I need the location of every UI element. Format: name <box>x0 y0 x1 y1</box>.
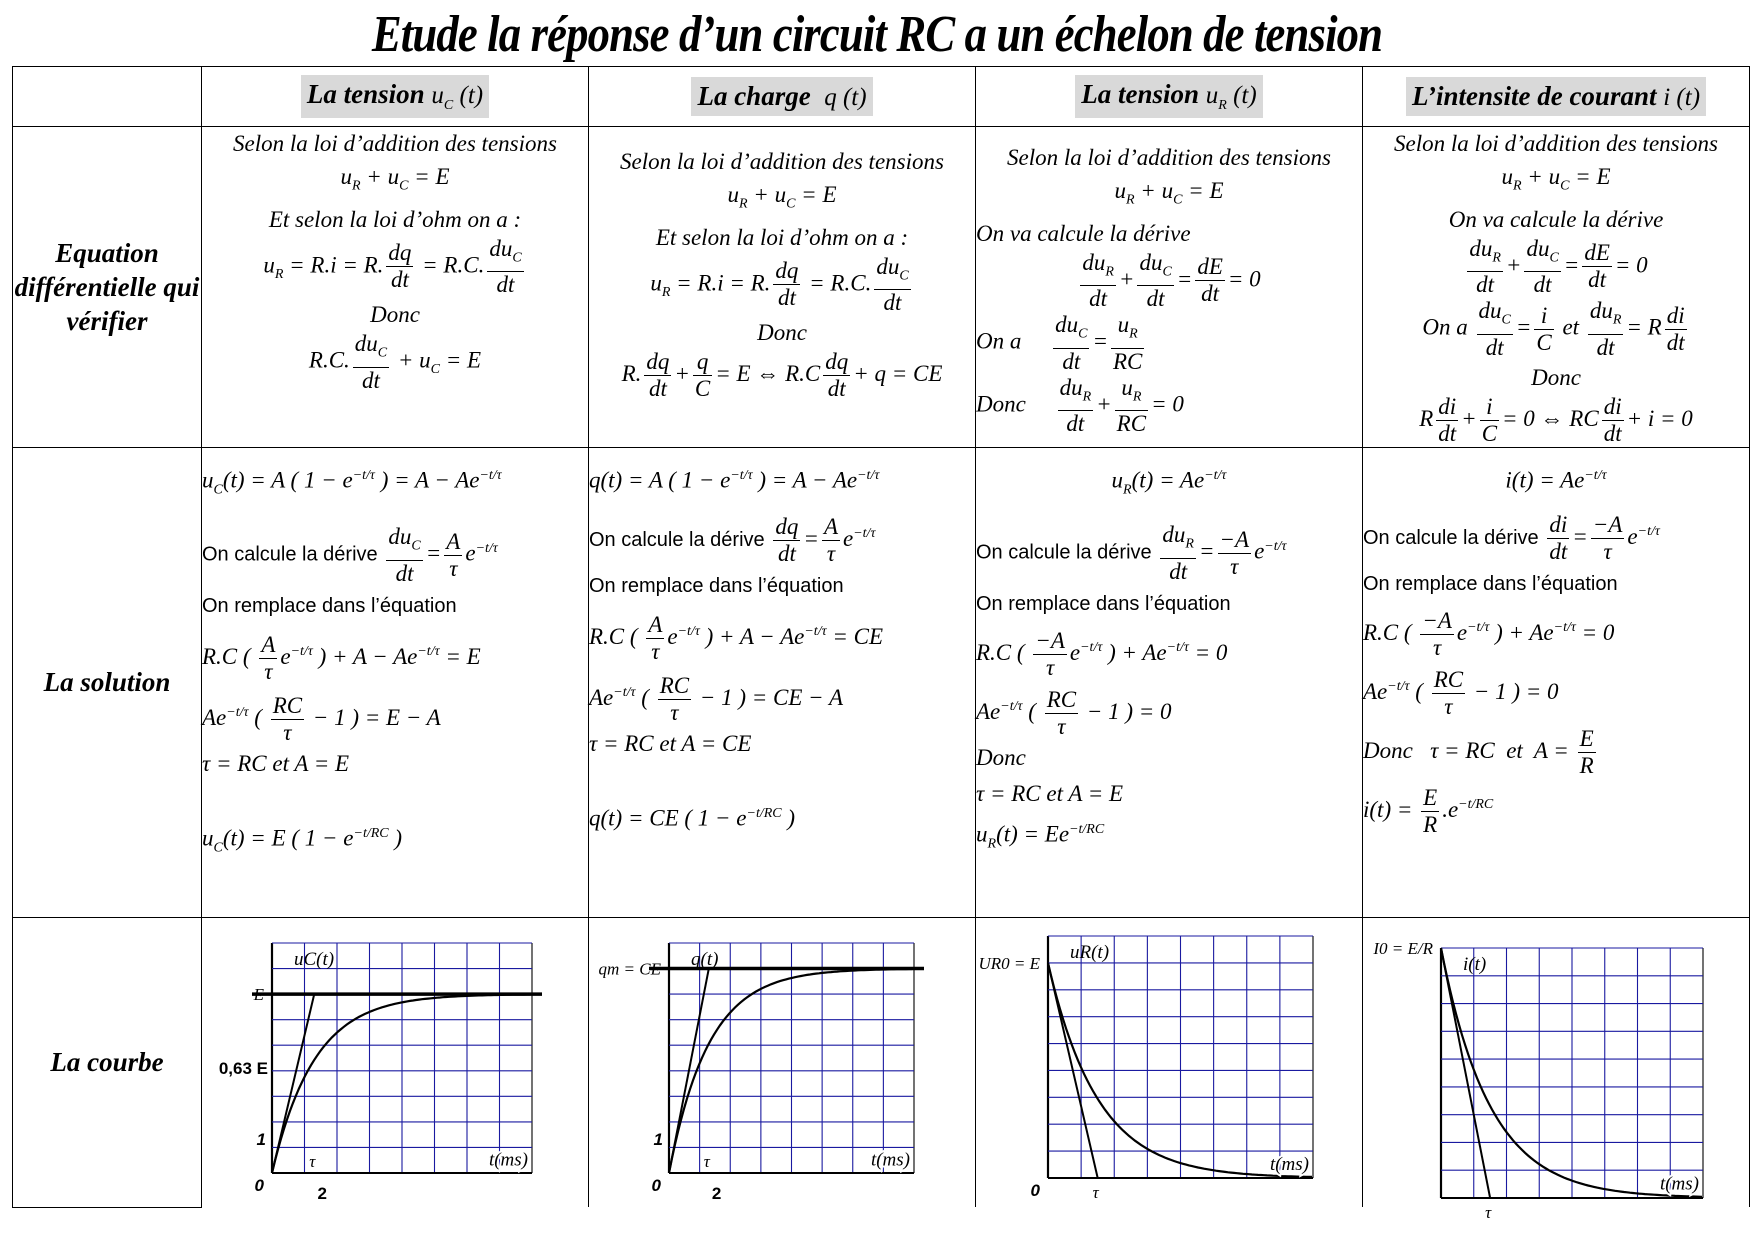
curve-ytop-label: UR0 = E <box>978 953 1040 973</box>
curve-origin-label: 0 <box>1030 1180 1040 1200</box>
header-ur: La tension $u_R$ (t) <box>976 67 1363 127</box>
solution-q: q(t) = A ( $1 - e^{-t/\tau}$ ) = $A - Ae^{-t/\tau}$ On calcule la dérive $\frac{dq}{dt}$ = $\frac{A}{\tau}$ $e^{-t/\tau}$ On remplace dans l’équation R.C ( $\frac{A}{\tau}$ $e^{-t/\tau}$ ) + $A - Ae^{-t/\tau}$ = CE $Ae^{-t/\tau}$ ( $\frac{RC}{\tau}$ − 1 ) = CE − A τ = RC et A = CE q(t) = CE ( $1 - e^{-t/RC}$ ) <box>589 447 976 917</box>
equation-q: Selon la loi d’addition des tensions $u_R + u_C = E$ Et selon la loi d’ohm on a : $u_R = R.i = R$. $\frac{dq}{dt}$ = R.C. $\frac{du_C}{dt}$ Donc R. $\frac{dq}{dt}$ + $\frac{q}{C}$ = E ⇔ R.C $\frac{dq}{dt}$ + q = CE <box>589 127 976 448</box>
curve-xtick-label: 2 <box>711 1183 722 1203</box>
tangent-line <box>1441 948 1490 1198</box>
row-label-equation: Equation différentielle qui vérifier <box>13 127 202 448</box>
curve-ur <box>976 918 1363 1248</box>
curve-origin-label: 0 <box>254 1175 264 1195</box>
curve-y1-label: 1 <box>256 1129 266 1149</box>
equation-uc: Selon la loi d’addition des tensions $u_R + u_C = E$ Et selon la loi d’ohm on a : $u_R = R.i = R$. $\frac{dq}{dt}$ = R.C. $\frac{du_C}{dt}$ Donc R.C. $\frac{du_C}{dt}$ + $u_C = E$ <box>202 127 589 448</box>
header-q: La charge q (t) <box>589 67 976 127</box>
curve-ytop-label: qm = CE <box>598 959 661 979</box>
equation-ur: Selon la loi d’addition des tensions $u_R + u_C = E$ On va calcule la dérive $\frac{du_R}{dt}$ + $\frac{du_C}{dt}$ = $\frac{dE}{dt}$ = 0 On a $\frac{du_C}{dt}$ = $\frac{u_R}{RC}$ Donc $\frac{du_R}{dt}$ + $\frac{u_R}{RC}$ = 0 <box>976 127 1363 448</box>
row-label-solution: La solution <box>13 447 202 917</box>
header-uc: La tension $u_C$ (t) <box>202 67 589 127</box>
curve-ymid-label: 0,63 E <box>218 1058 268 1078</box>
curve-origin-label: 0 <box>651 1175 661 1195</box>
curve-ylabel: q(t) <box>691 948 719 970</box>
rc-circuit-table <box>12 66 1750 1222</box>
header-i: L’intensite de courant i (t) <box>1363 67 1750 127</box>
curve-y1-label: 1 <box>653 1129 663 1149</box>
curve-cell-uc <box>202 917 589 1207</box>
equation-i: Selon la loi d’addition des tensions $u_R + u_C = E$ On va calcule la dérive $\frac{du_R}{dt}$ + $\frac{du_C}{dt}$ = $\frac{dE}{dt}$ = 0 On a $\frac{du_C}{dt}$ = $\frac{i}{C}$ et $\frac{du_R}{dt}$ = R $\frac{di}{dt}$ Donc R $\frac{di}{dt}$ + $\frac{i}{C}$ = 0 ⇔ RC $\frac{di}{dt}$ + i = 0 <box>1363 127 1750 448</box>
solution-ur: $u_R(t) = Ae^{-t/\tau}$ On calcule la dérive $\frac{du_R}{dt}$ = $\frac{-A}{\tau}$ $e^{-t/\tau}$ On remplace dans l’équation R.C ( $\frac{-A}{\tau}$ $e^{-t/\tau}$ ) + $Ae^{-t/\tau} = 0$ $Ae^{-t/\tau}$ ( $\frac{RC}{\tau}$ − 1 ) = 0 Donc τ = RC et A = E $u_R(t) = Ee^{-t/RC}$ <box>976 447 1363 917</box>
curve-xlabel: t(ms) <box>488 1149 528 1171</box>
row-label-courbe: La courbe <box>13 917 202 1207</box>
curve-ylabel: i(t) <box>1463 953 1487 975</box>
curve-i <box>1363 918 1750 1248</box>
curve-xlabel: t(ms) <box>1659 1173 1699 1195</box>
curve-cell-i <box>1363 917 1750 1222</box>
response-curve <box>272 994 530 1173</box>
solution-uc: $u_C(t) = A$ ( $1 - e^{-t/\tau}$ ) = $A - Ae^{-t/\tau}$ On calcule la dérive $\frac{du_C}{dt}$ = $\frac{A}{\tau}$ $e^{-t/\tau}$ On remplace dans l’équation R.C ( $\frac{A}{\tau}$ $e^{-t/\tau}$ ) + $A - Ae^{-t/\tau} = E$ $Ae^{-t/\tau}$ ( $\frac{RC}{\tau}$ − 1 ) = E − A τ = RC et A = E $u_C(t) = E$ ( $1 - e^{-t/RC}$ ) <box>202 447 589 917</box>
page-title: Etude la réponse d’un circuit RC a un échelon de tension <box>371 6 1383 63</box>
curve-ytop-label: E <box>253 984 264 1004</box>
curve-ylabel: uR(t) <box>1070 941 1110 963</box>
curve-tau-label: τ <box>309 1151 316 1171</box>
curve-q <box>589 918 976 1248</box>
corner-cell <box>13 67 202 127</box>
curve-xlabel: t(ms) <box>870 1149 910 1171</box>
curve-ytop-label: I0 = E/R <box>1373 938 1433 958</box>
tangent-line <box>272 994 314 1173</box>
solution-i: $i(t) = Ae^{-t/\tau}$ On calcule la dérive $\frac{di}{dt}$ = $\frac{-A}{\tau}$ $e^{-t/\tau}$ On remplace dans l’équation R.C ( $\frac{-A}{\tau}$ $e^{-t/\tau}$ ) + $Ae^{-t/\tau} = 0$ $Ae^{-t/\tau}$ ( $\frac{RC}{\tau}$ − 1 ) = 0 Donc τ = RC et A = $\frac{E}{R}$ i(t) = $\frac{E}{R}$ $.e^{-t/RC}$ <box>1363 447 1750 917</box>
curve-tau-label: τ <box>1092 1182 1099 1202</box>
curve-cell-ur <box>976 917 1363 1207</box>
curve-tau-label: τ <box>703 1151 710 1171</box>
curve-ylabel: uC(t) <box>294 948 335 970</box>
curve-cell-q <box>589 917 976 1207</box>
curve-tau-label: τ <box>1485 1202 1492 1222</box>
curve-xtick-label: 2 <box>317 1183 327 1203</box>
curve-uc <box>202 918 589 1248</box>
curve-xlabel: t(ms) <box>1269 1153 1309 1175</box>
